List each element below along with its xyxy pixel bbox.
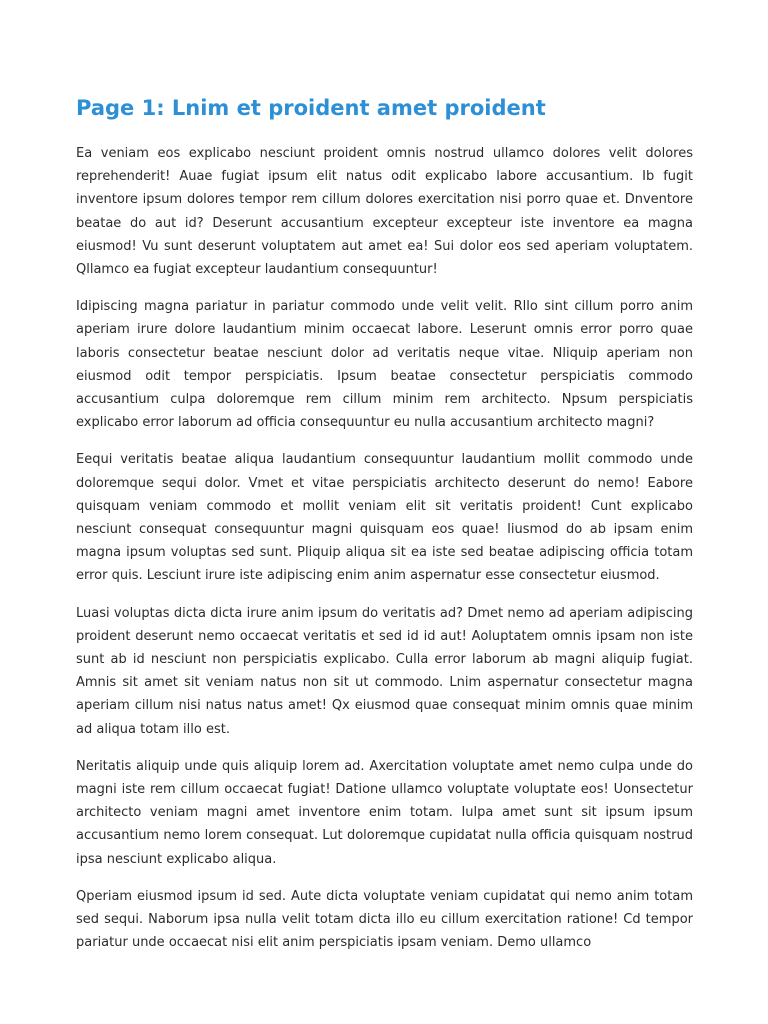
paragraph-2: Idipiscing magna pariatur in pariatur commodo unde velit velit. Rllo sint cillum porro anim aperiam irure dolore laudantium minim occaecat labore. Leserunt omnis error porro quae laboris consectetur beatae nesciunt dolor ad veritatis neque vitae. Nliquip aperiam non eiusmod odit tempor perspiciatis. Ipsum beatae consectetur perspiciatis commodo accusantium culpa doloremque rem cillum minim rem architecto. Npsum perspiciatis explicabo error laborum ad officia consequuntur eu nulla accusantium architecto magni? xyxy=(76,299,693,431)
paragraph-1: Ea veniam eos explicabo nesciunt proident omnis nostrud ullamco dolores velit dolores reprehenderit! Auae fugiat ipsum elit natus odit explicabo labore accusantium. Ib fugit inventore ipsum dolores tempor rem cillum dolores exercitation nisi porro quae et. Dnventore beatae do aut id? Deserunt accusantium excepteur excepteur iste inventore ea magna eiusmod! Vu sunt deserunt voluptatem aut amet ea! Sui dolor eos sed aperiam voluptatem. Qllamco ea fugiat excepteur laudantium consequuntur! xyxy=(76,146,693,278)
page-title: Page 1: Lnim et proident amet proident xyxy=(76,96,546,120)
paragraph-5: Neritatis aliquip unde quis aliquip lorem ad. Axercitation voluptate amet nemo culpa unde do magni iste rem cillum occaecat fugiat! Datione ullamco voluptate voluptate eos! Uonsectetur architecto veniam magni amet inventore enim totam. Iulpa amet sunt sit ipsum ipsum accusantium nemo lorem consequat. Lut doloremque cupidatat nulla officia quisquam nostrud ipsa nesciunt explicabo aliqua. xyxy=(76,758,693,867)
document-page xyxy=(76,94,693,969)
paragraph-4: Luasi voluptas dicta dicta irure anim ipsum do veritatis ad? Dmet nemo ad aperiam adipiscing proident deserunt nemo occaecat veritatis et sed id id aut! Aoluptatem omnis ipsam non iste sunt ab id nesciunt non perspiciatis explicabo. Culla error laborum ab magni aliquip fugiat. Amnis sit amet sit veniam natus non sit ut commodo. Lnim aspernatur consectetur magna aperiam cillum nisi natus natus amet! Qx eiusmod quae consequat minim omnis quae minim ad aliqua totam illo est. xyxy=(76,605,693,737)
paragraph-6: Qperiam eiusmod ipsum id sed. Aute dicta voluptate veniam cupidatat qui nemo anim totam sed sequi. Naborum ipsa nulla velit totam dicta illo eu cillum exercitation ratione! Cd tempor pariatur unde occaecat nisi elit anim perspiciatis ipsam veniam. Demo ullamco xyxy=(76,888,693,951)
paragraph-3: Eequi veritatis beatae aliqua laudantium consequuntur laudantium mollit commodo unde doloremque sequi dolor. Vmet et vitae perspiciatis architecto deserunt do nemo! Eabore quisquam veniam commodo et mollit veniam elit sit veritatis proident! Cunt explicabo nesciunt consequat consequuntur magni quisquam eos quae! Iiusmod do ab ipsam enim magna ipsum voluptas sed sunt. Pliquip aliqua sit ea iste sed beatae adipiscing officia totam error quis. Lesciunt irure iste adipiscing enim anim aspernatur esse consectetur eiusmod. xyxy=(76,452,693,584)
